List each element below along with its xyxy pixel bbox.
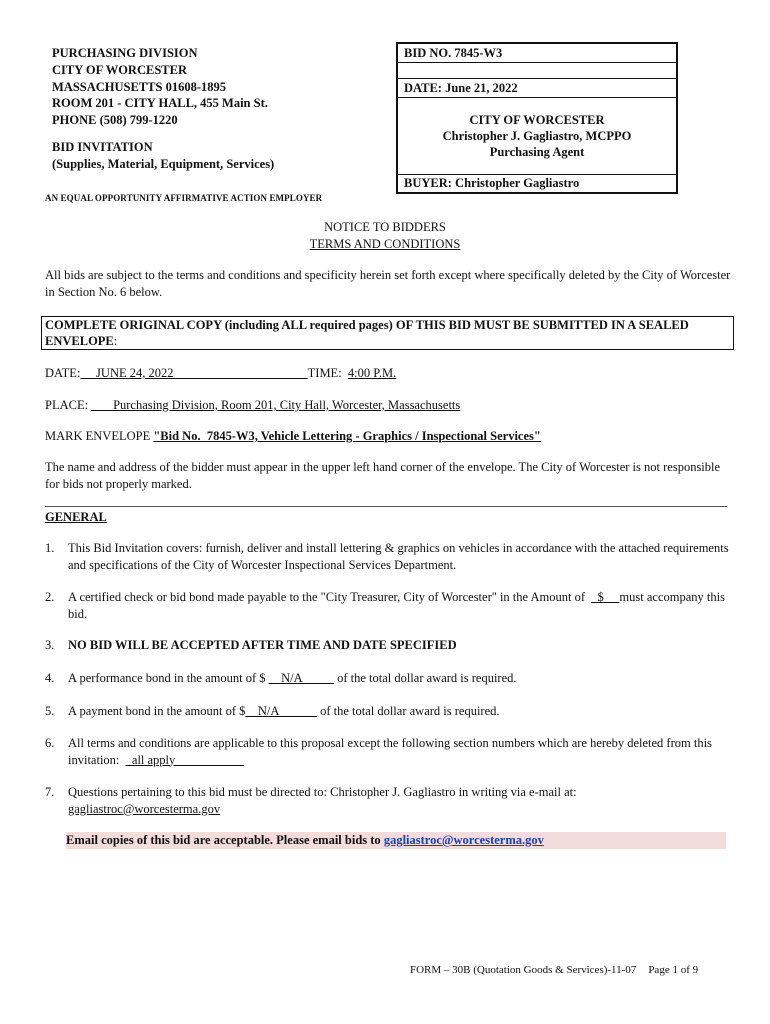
submission-requirement-text: COMPLETE ORIGINAL COPY (including ALL required pages) OF THIS BID MUST BE SUBMITTED IN A SEALED ENVELOPE bbox=[45, 318, 689, 348]
purchasing-header bbox=[52, 45, 274, 173]
list-item bbox=[45, 735, 735, 769]
section-divider bbox=[45, 506, 727, 507]
due-time-value: 4:00 P.M. bbox=[347, 366, 397, 380]
item-number: 2. bbox=[45, 590, 55, 604]
performance-bond-value: __N/A_____ bbox=[268, 671, 334, 685]
intro-paragraph: All bids are subject to the terms and conditions and specificity herein set forth except where specifically deleted by the City of Worcester in Section No. 6 below. bbox=[45, 268, 731, 299]
agency-city: CITY OF WORCESTER bbox=[469, 113, 605, 127]
list-item bbox=[45, 589, 735, 623]
bond-amount-fill bbox=[604, 590, 620, 604]
item-number: 1. bbox=[45, 541, 55, 555]
item-text: NO BID WILL BE ACCEPTED AFTER TIME AND DATE SPECIFIED bbox=[68, 638, 457, 652]
item-number: 5. bbox=[45, 704, 55, 718]
mark-envelope-value: "Bid No. 7845-W3, Vehicle Lettering - Graphics / Inspectional Services" bbox=[153, 429, 541, 443]
page-number: Page 1 of 9 bbox=[648, 964, 699, 976]
item-text-part: A certified check or bid bond made payable to the "City Treasurer, City of Worcester" in the Amount of bbox=[68, 590, 592, 604]
list-item bbox=[45, 670, 735, 687]
submission-email-link[interactable]: gagliastroc@worcesterma.gov bbox=[383, 833, 544, 847]
item-text: This Bid Invitation covers: furnish, deliver and install lettering & graphics on vehicles in accordance with the attached requirements and specifications of the City of Worcester Inspectional Services Department. bbox=[68, 541, 729, 572]
due-date-label: DATE: bbox=[45, 366, 81, 380]
bid-date: DATE: June 21, 2022 bbox=[398, 79, 676, 98]
item-text-part: of the total dollar award is required. bbox=[316, 704, 500, 718]
item-text-part: A performance bond in the amount of $ bbox=[68, 671, 269, 685]
due-date-value: JUNE 24, 2022 bbox=[80, 366, 308, 380]
agency-block bbox=[398, 112, 676, 160]
item-number: 4. bbox=[45, 671, 55, 685]
deleted-sections-value: _all apply___________ bbox=[125, 752, 245, 767]
page-footer bbox=[410, 964, 698, 976]
email-note-text: Email copies of this bid are acceptable. Please email bids to bbox=[66, 833, 384, 847]
list-item bbox=[45, 784, 735, 818]
item-text bbox=[68, 784, 733, 817]
agent-title: Purchasing Agent bbox=[489, 145, 585, 159]
item-text-part: A payment bond in the amount of $ bbox=[68, 704, 246, 718]
item-number: 7. bbox=[45, 785, 55, 799]
place-value: Purchasing Division, Room 201, City Hall, Worcester, Massachusetts bbox=[91, 398, 461, 412]
place-label: PLACE: bbox=[45, 398, 89, 412]
bid-box-blank-row bbox=[398, 63, 676, 79]
item-text bbox=[68, 735, 733, 768]
general-heading: GENERAL bbox=[45, 510, 107, 524]
bid-invitation-title: BID INVITATION bbox=[52, 139, 153, 154]
item-text-part: must accompany this bid. bbox=[68, 590, 729, 621]
item-text bbox=[68, 703, 733, 720]
eeo-statement: AN EQUAL OPPORTUNITY AFFIRMATIVE ACTION EMPLOYER bbox=[45, 193, 323, 203]
bid-info-box bbox=[396, 42, 678, 194]
bond-amount-blank: $ bbox=[591, 590, 604, 604]
item-text-part: All terms and conditions are applicable to this proposal except the following section numbers which are hereby deleted from this invitation: bbox=[68, 736, 716, 767]
item-number: 3. bbox=[45, 638, 55, 652]
bid-invitation-subtitle: (Supplies, Material, Equipment, Services) bbox=[52, 156, 275, 171]
mark-envelope-line bbox=[45, 428, 735, 445]
list-item bbox=[45, 637, 735, 654]
submission-requirement-box bbox=[41, 316, 734, 350]
notice-subtitle: TERMS AND CONDITIONS bbox=[309, 237, 461, 251]
header-line: CITY OF WORCESTER bbox=[52, 62, 187, 77]
list-item bbox=[45, 703, 735, 720]
notice-title: NOTICE TO BIDDERS bbox=[324, 220, 446, 234]
name-address-paragraph: The name and address of the bidder must appear in the upper left hand corner of the envelope. The City of Worcester is not responsible for bids not properly marked. bbox=[45, 460, 721, 491]
item-text bbox=[68, 589, 733, 622]
payment-bond-value: __N/A______ bbox=[245, 704, 317, 718]
form-id: FORM – 30B (Quotation Goods & Services)-11-07 bbox=[410, 964, 637, 976]
header-line: PURCHASING DIVISION bbox=[52, 46, 198, 60]
header-line: PHONE (508) 799-1220 bbox=[52, 113, 178, 128]
item-text bbox=[68, 670, 733, 687]
item-number: 6. bbox=[45, 736, 55, 750]
contact-email-link[interactable]: gagliastroc@worcesterma.gov bbox=[68, 801, 221, 816]
email-submission-note bbox=[66, 832, 726, 849]
place-line bbox=[45, 397, 735, 414]
mark-envelope-label: MARK ENVELOPE bbox=[45, 429, 154, 443]
due-time-label: TIME: bbox=[307, 366, 342, 380]
header-line: MASSACHUSETTS 01608-1895 bbox=[52, 79, 226, 94]
due-date-line bbox=[45, 365, 735, 382]
item-text-part: Questions pertaining to this bid must be directed to: Christopher J. Gagliastro in writing via e-mail at: bbox=[68, 785, 577, 799]
agent-name: Christopher J. Gagliastro, MCPPO bbox=[442, 129, 632, 143]
submission-requirement-colon: : bbox=[113, 334, 118, 348]
list-item bbox=[45, 540, 735, 574]
header-line: ROOM 201 - CITY HALL, 455 Main St. bbox=[52, 96, 268, 111]
item-text-part: of the total dollar award is required. bbox=[333, 671, 517, 685]
bid-number: BID NO. 7845-W3 bbox=[398, 44, 676, 63]
buyer-name: BUYER: Christopher Gagliastro bbox=[398, 174, 676, 192]
